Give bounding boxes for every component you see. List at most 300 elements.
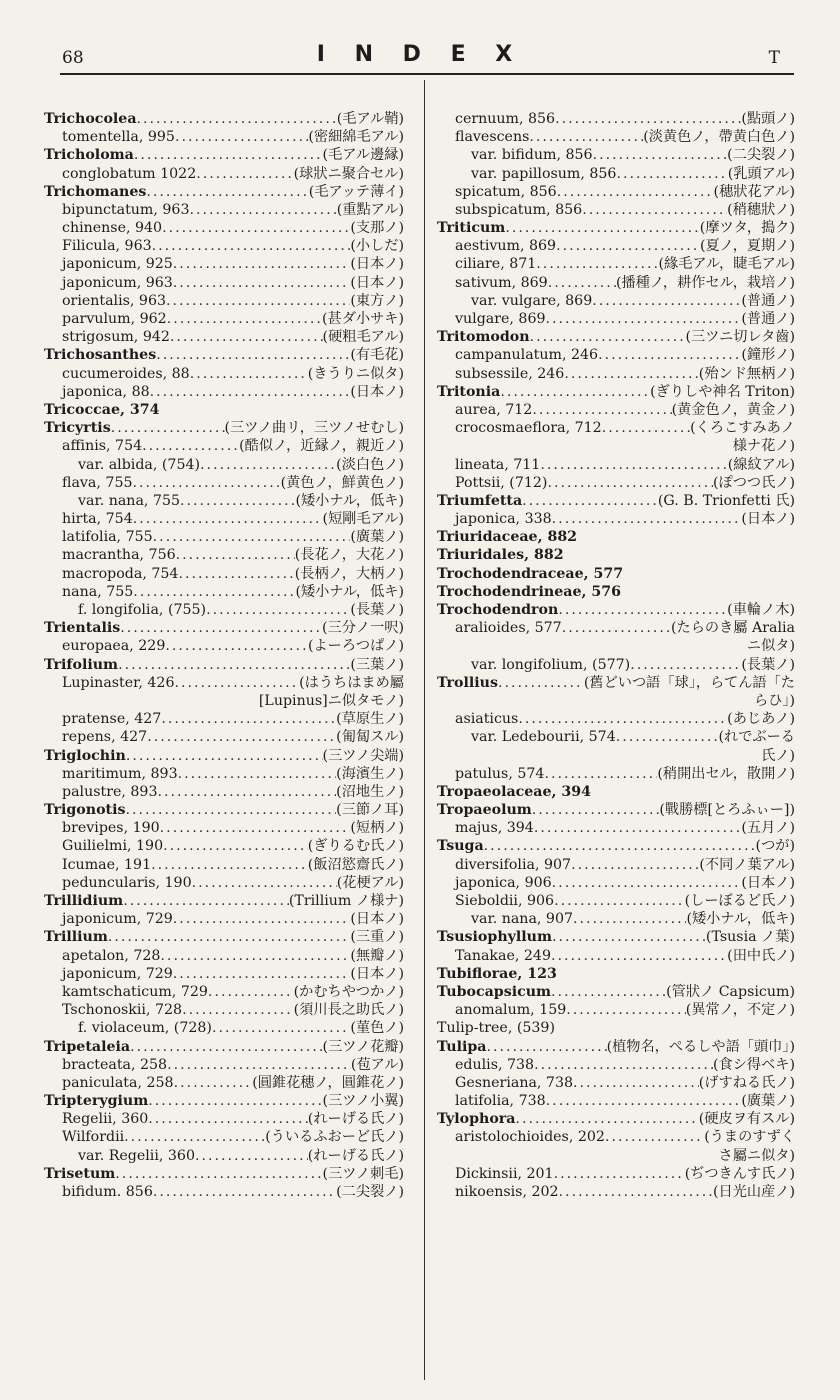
dot-leader — [178, 565, 294, 583]
dot-leader — [532, 401, 671, 419]
index-entry — [437, 965, 795, 983]
index-entry — [437, 219, 795, 237]
index-entry — [44, 328, 404, 346]
dot-leader — [505, 219, 699, 237]
index-entry — [44, 983, 404, 1001]
entry-term: Tripterygium — [44, 1093, 149, 1110]
dot-leader — [515, 1110, 698, 1128]
entry-gloss: (毛アル邊縁) — [322, 147, 404, 164]
entry-term: aestivum, 869 — [455, 238, 557, 255]
dot-leader — [115, 1165, 322, 1183]
index-entry — [437, 983, 795, 1001]
dot-leader — [598, 346, 741, 364]
index-entry — [437, 619, 795, 637]
dot-leader — [108, 928, 350, 946]
entry-term: cernuum, 856 — [455, 110, 556, 127]
entry-gloss: (無瓣ノ) — [350, 947, 404, 964]
index-entry — [44, 256, 404, 274]
entry-term: var. vulgare, 869 — [471, 292, 593, 309]
entry-gloss: (Trillium ノ様ナ) — [288, 893, 404, 910]
entry-gloss: (れでぶーる — [718, 729, 795, 746]
dot-leader — [130, 1038, 322, 1056]
dot-leader — [518, 710, 727, 728]
entry-gloss: (黄色ノ，鮮黄色ノ) — [280, 474, 404, 491]
entry-term: Trigonotis — [44, 802, 126, 819]
index-entry — [437, 601, 795, 619]
entry-gloss: (異常ノ，不定ノ) — [685, 1002, 795, 1019]
entry-gloss: (東方ノ) — [350, 292, 404, 309]
entry-term: japonicum, 729 — [62, 911, 173, 928]
entry-gloss: (三ツノ刺毛) — [322, 1165, 404, 1182]
dot-leader — [111, 419, 225, 437]
entry-term: Tropaeolaceae, 394 — [437, 783, 592, 800]
index-entry — [437, 256, 795, 274]
index-entry — [44, 619, 404, 637]
dot-leader — [582, 201, 727, 219]
entry-gloss-continuation: 氏ノ) — [761, 747, 795, 764]
index-entry — [44, 1183, 404, 1201]
index-entry — [437, 328, 795, 346]
dot-leader — [208, 983, 294, 1001]
entry-gloss: (つが) — [755, 838, 795, 855]
index-entry — [44, 1001, 404, 1019]
index-entry — [44, 292, 404, 310]
dot-leader — [192, 874, 337, 892]
entry-term: Lupinaster, 426 — [62, 674, 175, 691]
entry-gloss: (普通ノ) — [741, 292, 795, 309]
dot-leader — [170, 328, 323, 346]
dot-leader — [616, 165, 727, 183]
entry-gloss: (摩ツタ，搗ク) — [699, 220, 795, 237]
dot-leader — [180, 492, 295, 510]
dot-leader — [166, 292, 350, 310]
entry-term: nikoensis, 202 — [455, 1184, 559, 1201]
dot-leader — [573, 1074, 699, 1092]
index-entry — [437, 128, 795, 146]
entry-term: bifidum. 856 — [62, 1184, 153, 1201]
index-entry — [44, 346, 404, 364]
dot-leader — [571, 856, 699, 874]
entry-gloss: (車輪ノ木) — [727, 602, 795, 619]
entry-term: Tricyrtis — [44, 420, 111, 437]
entry-gloss: (三ツノ花瓣) — [322, 1038, 404, 1055]
entry-term: japonicum, 729 — [62, 965, 173, 982]
entry-term: nana, 755 — [62, 583, 134, 600]
index-entry — [44, 183, 404, 201]
dot-leader — [148, 1092, 322, 1110]
dot-leader — [206, 601, 350, 619]
dot-leader — [146, 183, 308, 201]
entry-gloss: (管狀ノ Capsicum) — [666, 983, 795, 1000]
dot-leader — [162, 219, 350, 237]
index-entry — [44, 965, 404, 983]
entry-term: var. Ledebourii, 574 — [471, 729, 616, 746]
entry-gloss: (はうちはまめ屬 — [299, 674, 404, 691]
index-entry — [44, 1074, 404, 1092]
entry-term: Tritomodon — [437, 329, 530, 346]
entry-term: peduncularis, 190 — [62, 874, 192, 891]
dot-leader — [125, 801, 336, 819]
dot-leader — [118, 656, 350, 674]
dot-leader — [630, 656, 741, 674]
index-entry — [437, 856, 795, 874]
entry-gloss-continuation: さ屬ニ似タ) — [718, 1147, 795, 1164]
index-entry — [44, 1019, 404, 1037]
dot-leader — [593, 146, 728, 164]
entry-gloss: (沼地生ノ) — [336, 783, 404, 800]
entry-term: Trochodendrineae, 576 — [437, 583, 621, 600]
dot-leader — [133, 583, 295, 601]
dot-leader — [174, 674, 299, 692]
entry-gloss-continuation: 様ナ花ノ) — [732, 438, 795, 455]
entry-gloss: (田中氏ノ) — [727, 947, 795, 964]
index-entry — [44, 237, 404, 255]
dot-leader — [564, 365, 698, 383]
dot-leader — [160, 947, 350, 965]
dot-leader — [554, 1165, 685, 1183]
dot-leader — [551, 947, 727, 965]
index-entry — [437, 237, 795, 255]
dot-leader — [147, 728, 336, 746]
entry-gloss: (點頭ノ) — [741, 110, 795, 127]
dot-leader — [546, 1092, 742, 1110]
dot-leader — [552, 874, 742, 892]
entry-gloss: (日光山産ノ) — [712, 1184, 795, 1201]
index-entry — [44, 1092, 404, 1110]
index-entry — [44, 910, 404, 928]
entry-gloss: (日本ノ) — [741, 511, 795, 528]
index-entry — [437, 910, 795, 928]
entry-term: Tubiflorae, 123 — [437, 965, 557, 982]
entry-gloss: (支那ノ) — [350, 220, 404, 237]
entry-gloss: (普通ノ) — [741, 311, 795, 328]
column-divider — [424, 80, 425, 1380]
entry-term: chinense, 940 — [62, 220, 163, 237]
index-entry — [44, 401, 404, 419]
entry-term: pratense, 427 — [62, 711, 162, 728]
dot-leader — [163, 837, 308, 855]
entry-term: brevipes, 190 — [62, 820, 160, 837]
index-entry — [437, 801, 795, 819]
entry-term: var. nana, 907 — [471, 911, 574, 928]
dot-leader — [554, 892, 685, 910]
index-entry — [44, 728, 404, 746]
entry-gloss: (三葉ノ) — [350, 656, 404, 673]
dot-leader — [173, 910, 351, 928]
index-entry — [437, 1038, 795, 1056]
entry-term: Guilielmi, 190 — [62, 838, 164, 855]
entry-gloss: (しーぼるど氏ノ) — [684, 893, 795, 910]
entry-gloss: (げすねる氏ノ) — [698, 1074, 795, 1091]
entry-gloss: (毛アッテ薄イ) — [308, 183, 404, 200]
dot-leader — [176, 546, 295, 564]
entry-term: f. longifolia, (755) — [78, 602, 207, 619]
entry-gloss: (長柄ノ，大柄ノ) — [294, 565, 404, 582]
index-entry — [437, 547, 795, 565]
entry-gloss: (あじあノ) — [727, 711, 795, 728]
entry-term: Tropaeolum — [437, 802, 532, 819]
dot-leader — [165, 637, 308, 655]
entry-gloss: (廣葉ノ) — [741, 1093, 795, 1110]
entry-gloss: (菫色ノ) — [350, 1020, 404, 1037]
dot-leader — [534, 1056, 713, 1074]
entry-term: var. longifolium, (577) — [471, 656, 631, 673]
index-entry — [437, 419, 795, 437]
entry-term: patulus, 574 — [455, 765, 545, 782]
dot-leader — [616, 728, 719, 746]
entry-term: aristolochioides, 202 — [455, 1129, 605, 1146]
entry-term: Trichocolea — [44, 110, 137, 127]
entry-term: Tubocapsicum — [437, 983, 552, 1000]
index-entry — [44, 856, 404, 874]
dot-leader — [150, 383, 351, 401]
entry-gloss: (夏ノ，夏期ノ) — [699, 238, 795, 255]
entry-gloss: (三ツノ小翼) — [322, 1093, 404, 1110]
entry-gloss: (硬粗毛アル) — [322, 329, 404, 346]
dot-leader — [137, 110, 337, 128]
entry-gloss-continuation: ニ似タ) — [746, 638, 795, 655]
entry-gloss: (二尖裂ノ) — [336, 1184, 404, 1201]
dot-leader — [552, 928, 706, 946]
index-entry — [44, 437, 404, 455]
dot-leader — [173, 255, 351, 273]
dot-leader — [160, 819, 351, 837]
index-entry — [437, 110, 795, 128]
index-entry — [437, 165, 795, 183]
entry-term: diversifolia, 907 — [455, 856, 572, 873]
index-entry — [437, 383, 795, 401]
entry-term: anomalum, 159 — [455, 1002, 567, 1019]
index-entry — [437, 838, 795, 856]
dot-leader — [152, 237, 351, 255]
entry-term: Trichosanthes — [44, 347, 157, 364]
entry-term: Tripetaleia — [44, 1038, 131, 1055]
entry-term: bracteata, 258 — [62, 1056, 168, 1073]
entry-gloss: (有毛花) — [350, 347, 404, 364]
dot-leader — [178, 765, 337, 783]
index-entry — [437, 874, 795, 892]
dot-leader — [148, 1110, 308, 1128]
dot-leader — [153, 528, 351, 546]
dot-leader — [156, 346, 350, 364]
entry-term: Tritonia — [437, 383, 501, 400]
index-entry — [437, 710, 795, 728]
dot-leader — [120, 619, 322, 637]
entry-term: flava, 755 — [62, 474, 133, 491]
index-entry — [437, 765, 795, 783]
entry-term: Triumfetta — [437, 492, 523, 509]
entry-gloss: (稍穗狀ノ) — [727, 201, 795, 218]
dot-leader — [562, 619, 671, 637]
page-number: 68 — [62, 48, 84, 68]
entry-gloss: (ぢつきんす氏ノ) — [684, 1165, 795, 1182]
entry-gloss: (三分ノ一呎) — [321, 620, 404, 637]
index-entry — [44, 547, 404, 565]
entry-gloss: (鐘形ノ) — [741, 347, 795, 364]
entry-gloss: (たらのき屬 Aralia — [670, 620, 795, 637]
entry-term: majus, 394 — [455, 820, 534, 837]
index-entry — [44, 838, 404, 856]
index-entry — [44, 928, 404, 946]
dot-leader — [498, 674, 584, 692]
index-entry — [44, 310, 404, 328]
entry-term: Dickinsii, 201 — [455, 1165, 554, 1182]
entry-term: japonica, 338 — [455, 511, 552, 528]
page-title: I N D E X — [316, 42, 524, 67]
entry-term: hirta, 754 — [62, 511, 133, 528]
index-entry — [44, 1129, 404, 1147]
index-entry — [44, 801, 404, 819]
dot-leader — [134, 146, 323, 164]
dot-leader — [556, 237, 700, 255]
entry-term: macropoda, 754 — [62, 565, 179, 582]
entry-term: paniculata, 258 — [62, 1074, 174, 1091]
entry-gloss: (五月ノ) — [741, 820, 795, 837]
index-entry — [437, 201, 795, 219]
entry-gloss: (毛アル鞘) — [336, 110, 404, 127]
dot-leader — [530, 328, 686, 346]
index-entry — [437, 474, 795, 492]
dot-leader — [142, 437, 239, 455]
index-entry — [437, 492, 795, 510]
index-entry — [44, 1110, 404, 1128]
entry-gloss: (不同ノ葉アル) — [699, 856, 795, 873]
entry-term: Sieboldii, 906 — [455, 893, 555, 910]
entry-gloss: (G. B. Trionfetti 氏) — [657, 492, 795, 509]
entry-term: Triticum — [437, 220, 506, 237]
entry-term: Pottsii, (712) — [455, 474, 548, 491]
entry-term: japonicum, 963 — [62, 274, 173, 291]
entry-term: affinis, 754 — [62, 438, 143, 455]
entry-term: Trientalis — [44, 620, 121, 637]
entry-term: Icumae, 191 — [62, 856, 152, 873]
entry-term: Triuridales, 882 — [437, 547, 564, 564]
index-entry — [44, 510, 404, 528]
entry-term: strigosum, 942 — [62, 329, 170, 346]
index-entry — [437, 892, 795, 910]
entry-gloss: (舊どいつ語「球」，らてん語「た — [583, 674, 795, 691]
entry-term: Trifolium — [44, 656, 119, 673]
entry-gloss: (日本ノ) — [350, 274, 404, 291]
entry-gloss: (植物名，ぺるしや語「頭巾」) — [606, 1038, 795, 1055]
index-entry — [437, 783, 795, 801]
index-entry — [437, 928, 795, 946]
dot-leader — [552, 510, 742, 528]
index-entry — [44, 474, 404, 492]
entry-term: Tulipa — [437, 1038, 487, 1055]
dot-leader — [540, 456, 727, 474]
entry-gloss: (矮小ナル，低キ) — [295, 492, 404, 509]
entry-term: flavescens — [455, 129, 530, 146]
index-entry — [437, 583, 795, 601]
entry-term: Filicula, 963 — [62, 238, 152, 255]
entry-gloss: (海濱生ノ) — [336, 765, 404, 782]
dot-leader — [558, 601, 727, 619]
dot-leader — [124, 1128, 265, 1146]
index-entry — [44, 165, 404, 183]
entry-term: maritimum, 893 — [62, 765, 178, 782]
entry-gloss: (圓錐花穗ノ，圓錐花ノ) — [252, 1074, 404, 1091]
dot-leader — [195, 1147, 308, 1165]
entry-gloss: (緣毛アル，睫毛アル) — [658, 256, 795, 273]
index-entry — [437, 528, 795, 546]
entry-term: ciliare, 871 — [455, 256, 537, 273]
entry-term: subsessile, 246 — [455, 365, 565, 382]
dot-leader — [212, 1019, 350, 1037]
dot-leader — [123, 892, 289, 910]
entry-gloss: (日本ノ) — [350, 256, 404, 273]
entry-term: orientalis, 963 — [62, 292, 167, 309]
index-entry — [44, 1056, 404, 1074]
dot-leader — [592, 292, 741, 310]
index-entry — [437, 292, 795, 310]
entry-gloss: (れーげる氏ノ) — [307, 1111, 404, 1128]
dot-leader — [157, 783, 336, 801]
entry-term: edulis, 738 — [455, 1056, 535, 1073]
index-entry — [44, 892, 404, 910]
index-entry — [44, 656, 404, 674]
entry-gloss: (きうりニ似タ) — [307, 365, 404, 382]
dot-leader — [536, 255, 658, 273]
entry-gloss: (稍開出セル，散開ノ) — [657, 765, 795, 782]
dot-leader — [486, 1038, 606, 1056]
index-entry — [44, 874, 404, 892]
dot-leader — [529, 128, 643, 146]
index-entry — [44, 674, 404, 692]
dot-leader — [522, 492, 658, 510]
entry-gloss: (戰勝標[とろふぃー]) — [659, 802, 795, 819]
entry-gloss: (飯沼慾齋氏ノ) — [307, 856, 404, 873]
index-entry — [437, 1092, 795, 1110]
dot-leader — [133, 510, 323, 528]
section-letter: T — [768, 48, 780, 68]
index-entry — [44, 128, 404, 146]
entry-gloss: (苞アル) — [350, 1056, 404, 1073]
entry-term: Tricholoma — [44, 147, 134, 164]
index-entry — [44, 528, 404, 546]
entry-gloss: (淡白色ノ) — [336, 456, 404, 473]
index-entry — [437, 1129, 795, 1147]
index-entry — [437, 1183, 795, 1201]
entry-term: Tsuga — [437, 838, 484, 855]
entry-term: Wilfordii — [62, 1129, 125, 1146]
index-entry — [437, 510, 795, 528]
entry-term: var. nana, 755 — [78, 492, 181, 509]
index-entry — [437, 310, 795, 328]
index-entry — [437, 1165, 795, 1183]
entry-term: Gesneriana, 738 — [455, 1074, 574, 1091]
entry-term: Trisetum — [44, 1165, 116, 1182]
entry-term: latifolia, 755 — [62, 529, 153, 546]
dot-leader — [551, 983, 666, 1001]
dot-leader — [532, 801, 660, 819]
entry-term: cucumeroides, 88 — [62, 365, 190, 382]
entry-gloss: (日本ノ) — [350, 965, 404, 982]
index-entry — [44, 583, 404, 601]
entry-term: var. papillosum, 856 — [471, 165, 617, 182]
entry-term: japonica, 906 — [455, 874, 552, 891]
entry-term: aralioides, 577 — [455, 620, 562, 637]
entry-gloss: (Tsusia ノ葉) — [705, 929, 795, 946]
entry-gloss: (穗狀花アル) — [713, 183, 795, 200]
index-entry — [44, 947, 404, 965]
entry-term: Tschonoskii, 728 — [62, 1002, 183, 1019]
dot-leader — [484, 837, 756, 855]
index-entry — [44, 565, 404, 583]
dot-leader — [500, 383, 650, 401]
entry-gloss: (短柄ノ) — [350, 820, 404, 837]
dot-leader — [190, 365, 308, 383]
